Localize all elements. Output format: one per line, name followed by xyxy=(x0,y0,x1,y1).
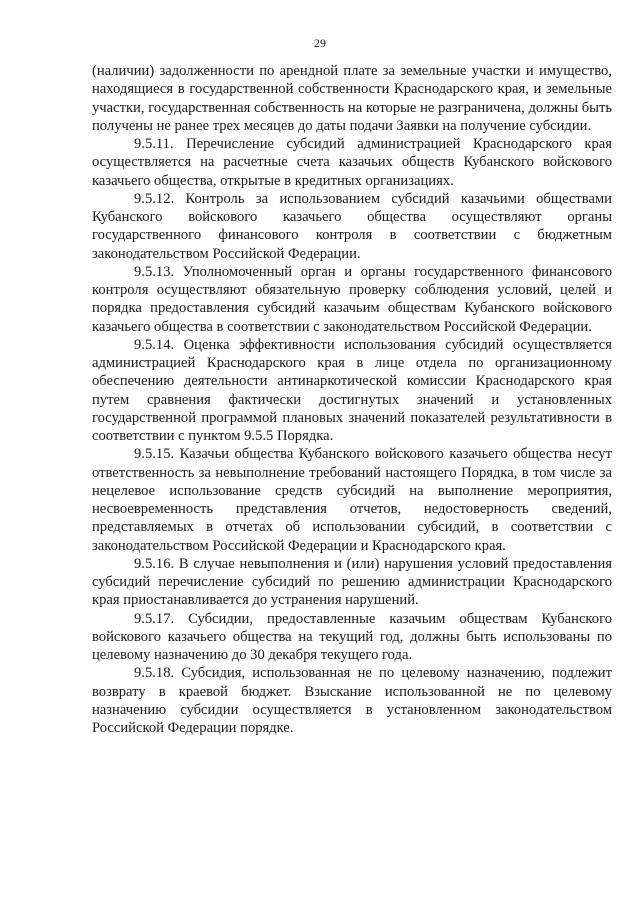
paragraph-9-5-14: 9.5.14. Оценка эффективности использования субсидий осуществляется администрацией Краснодарского края в лице отдела по организационному обеспечению деятельности антинаркотической комиссии Краснодарского края путем сравнения фактически достигнутых значений и установленных государственной программой плановых значений показателей результативности в соответствии с пунктом 9.5.5 Порядка. xyxy=(92,336,612,444)
paragraph-9-5-13: 9.5.13. Уполномоченный орган и органы государственного финансового контроля осуществляют обязательную проверку соблюдения условий, целей и порядка предоставления субсидий казачьим обществам Кубанского войскового казачьего общества в соответствии с законодательством Российской Федерации. xyxy=(92,263,612,335)
document-body xyxy=(92,62,612,737)
paragraph-9-5-17: 9.5.17. Субсидии, предоставленные казачьим обществам Кубанского войскового казачьего общества на текущий год, должны быть использованы по целевому назначению до 30 декабря текущего года. xyxy=(92,610,612,663)
paragraph-9-5-18: 9.5.18. Субсидия, использованная не по целевому назначению, подлежит возврату в краевой бюджет. Взыскание использованной не по целевому назначению субсидии осуществляется в установленном законодательством Российской Федерации порядке. xyxy=(92,665,612,736)
paragraph-9-5-11: 9.5.11. Перечисление субсидий администрацией Краснодарского края осуществляется на расчетные счета казачьих обществ Кубанского войскового казачьего общества, открытые в кредитных организациях. xyxy=(92,136,612,189)
page-number: 29 xyxy=(314,36,326,50)
paragraph-9-5-12: 9.5.12. Контроль за использованием субсидий казачьими обществами Кубанского войскового казачьего общества осуществляют органы государственного финансового контроля в соответствии с бюджетным законодательством Российской Федерации. xyxy=(92,190,612,262)
paragraph-9-5-16: 9.5.16. В случае невыполнения и (или) нарушения условий предоставления субсидий перечисление субсидий по решению администрации Краснодарского края приостанавливается до устранения нарушений. xyxy=(92,555,612,609)
paragraph-continuation: (наличии) задолженности по арендной плате за земельные участки и имущество, находящиеся в государственной собственности Краснодарского края, и земельные участки, государственная собственность на которые не разграничена, должны быть получены не ранее трех месяцев до даты подачи Заявки на получение субсидии. xyxy=(92,63,612,134)
paragraph-9-5-15: 9.5.15. Казачьи общества Кубанского войскового казачьего общества несут ответственность за невыполнение требований настоящего Порядка, в том числе за нецелевое использование средств субсидий на выполнение мероприятия, несвоевременность представления отчетов, недостоверность сведений, представляемых в отчетах об использовании субсидий, в соответствии с законодательством Российской Федерации и Краснодарского края. xyxy=(92,446,612,554)
